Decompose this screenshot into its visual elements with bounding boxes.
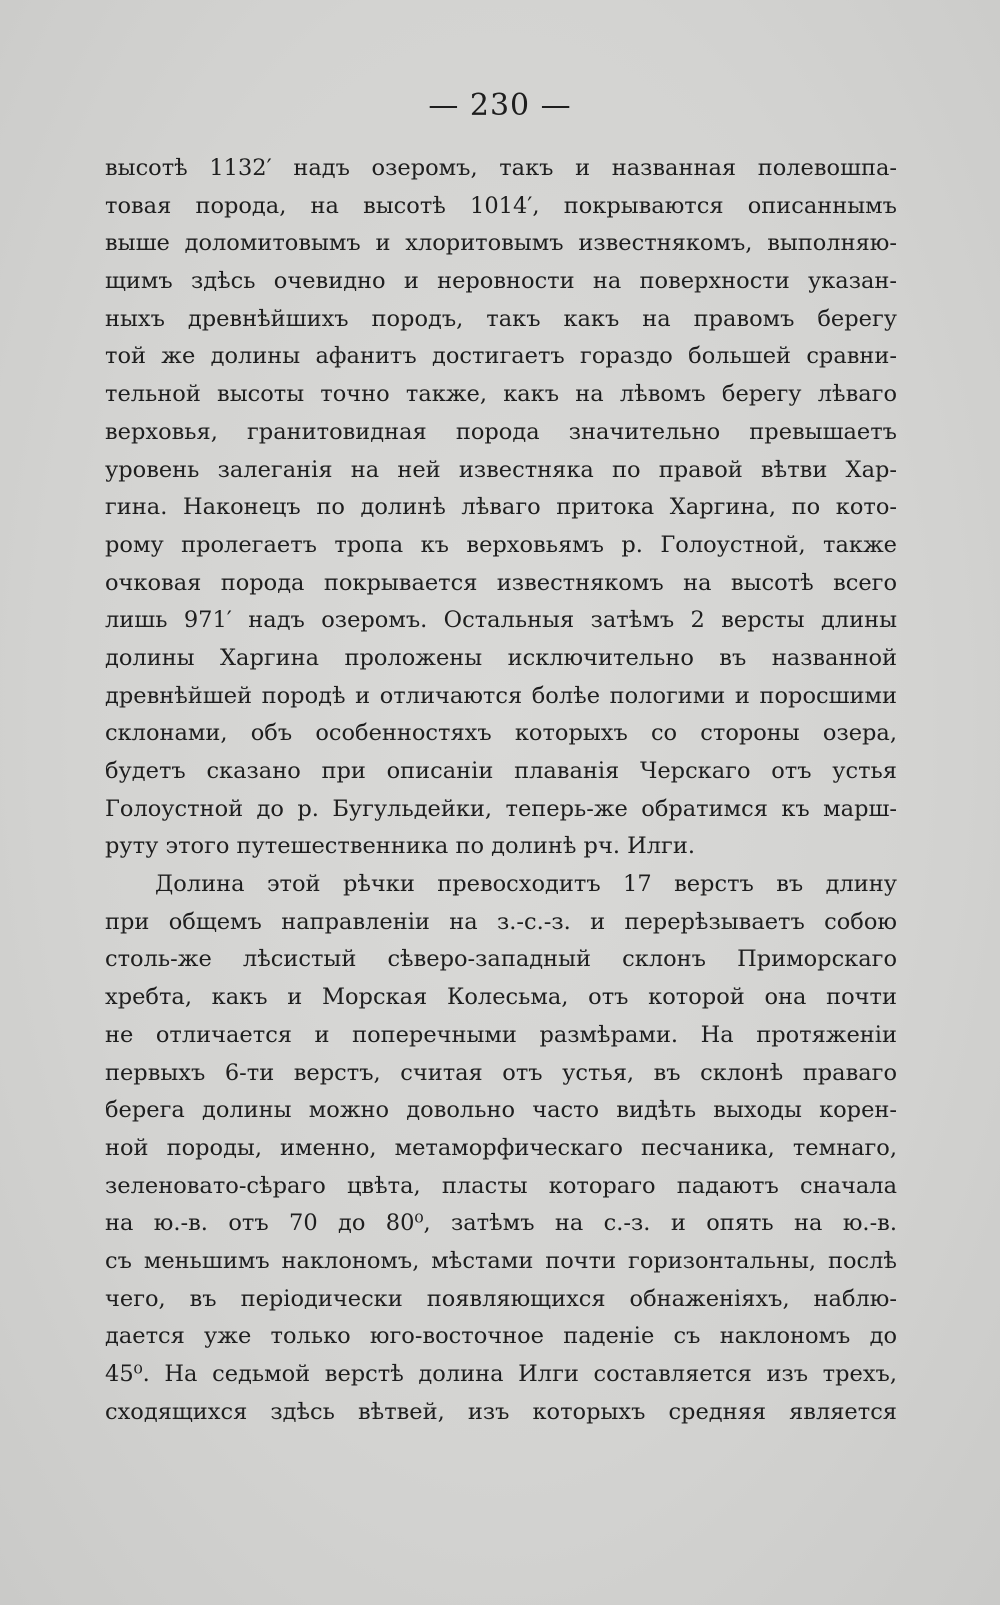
text-line: высотѣ 1132′ надъ озеромъ, такъ и названная полевошпа- (105, 155, 897, 181)
text-line: зеленовато-сѣраго цвѣта, пласты котораго падаютъ сначала (105, 1172, 897, 1199)
text-line: столь-же лѣсистый сѣверо-западный склонъ Приморскаго (105, 946, 897, 973)
text-line: той же долины афанитъ достигаетъ гораздо большей сравни- (105, 343, 897, 370)
text-line: первыхъ 6-ти верстъ, считая отъ устья, въ склонѣ праваго (105, 1059, 897, 1086)
text-line: ныхъ древнѣйшихъ породъ, такъ какъ на правомъ берегу (105, 305, 897, 332)
text-line: склонами, объ особенностяхъ которыхъ со стороны озера, (105, 720, 897, 747)
text-line: ной породы, именно, метаморфическаго песчаника, темнаго, (105, 1134, 897, 1161)
text-line: Голоустной до р. Бугульдейки, теперь-же обратимся къ марш- (105, 795, 897, 822)
text-line: древнѣйшей породѣ и отличаются болѣе пологими и поросшими (105, 682, 897, 709)
text-line: не отличается и поперечными размѣрами. На протяженіи (105, 1021, 897, 1048)
text-line: 45⁰. На седьмой верстѣ долина Илги составляется изъ трехъ, (105, 1361, 897, 1387)
text-line: товая порода, на высотѣ 1014′, покрываются описаннымъ (105, 192, 897, 219)
text-line: долины Харгина проложены исключительно въ названной (105, 644, 897, 671)
text-line: сходящихся здѣсь вѣтвей, изъ которыхъ средняя является (105, 1398, 897, 1425)
text-line: берега долины можно довольно часто видѣть выходы корен- (105, 1097, 897, 1124)
text-line: дается уже только юго-восточное паденіе съ наклономъ до (105, 1323, 897, 1350)
text-line: щимъ здѣсь очевидно и неровности на поверхности указан- (105, 268, 897, 295)
text-line: при общемъ направленіи на з.-с.-з. и перерѣзываетъ собою (105, 908, 897, 935)
text-line: очковая порода покрывается известнякомъ на высотѣ всего (105, 569, 897, 596)
text-line: гина. Наконецъ по долинѣ лѣваго притока Харгина, по кото- (105, 494, 897, 521)
text-line: на ю.-в. отъ 70 до 80⁰, затѣмъ на с.-з. и опять на ю.-в. (105, 1210, 897, 1237)
text-line: будетъ сказано при описаніи плаванія Черскаго отъ устья (105, 758, 897, 784)
page-number: — 230 — (428, 88, 572, 123)
text-line: тельной высоты точно также, какъ на лѣвомъ берегу лѣваго (105, 381, 897, 408)
text-line: чего, въ періодически появляющихся обнаженіяхъ, наблю- (105, 1285, 897, 1312)
text-line: хребта, какъ и Морская Колесьма, отъ которой она почти (105, 984, 897, 1011)
paragraph-end-line: руту этого путешественника по долинѣ рч. Илги. (105, 833, 695, 860)
text-line: съ меньшимъ наклономъ, мѣстами почти горизонтальны, послѣ (105, 1247, 897, 1274)
text-line: уровень залеганія на ней известняка по правой вѣтви Хар- (105, 456, 897, 483)
text-line: верховья, гранитовидная порода значительно превышаетъ (105, 418, 897, 445)
text-line: выше доломитовымъ и хлоритовымъ известнякомъ, выполняю- (105, 230, 897, 257)
paragraph-start-line: Долина этой рѣчки превосходитъ 17 верстъ въ длину (155, 871, 897, 898)
text-line: рому пролегаетъ тропа къ верховьямъ р. Голоустной, также (105, 531, 897, 558)
text-line: лишь 971′ надъ озеромъ. Остальныя затѣмъ 2 версты длины (105, 607, 897, 634)
body-text (105, 150, 897, 1431)
